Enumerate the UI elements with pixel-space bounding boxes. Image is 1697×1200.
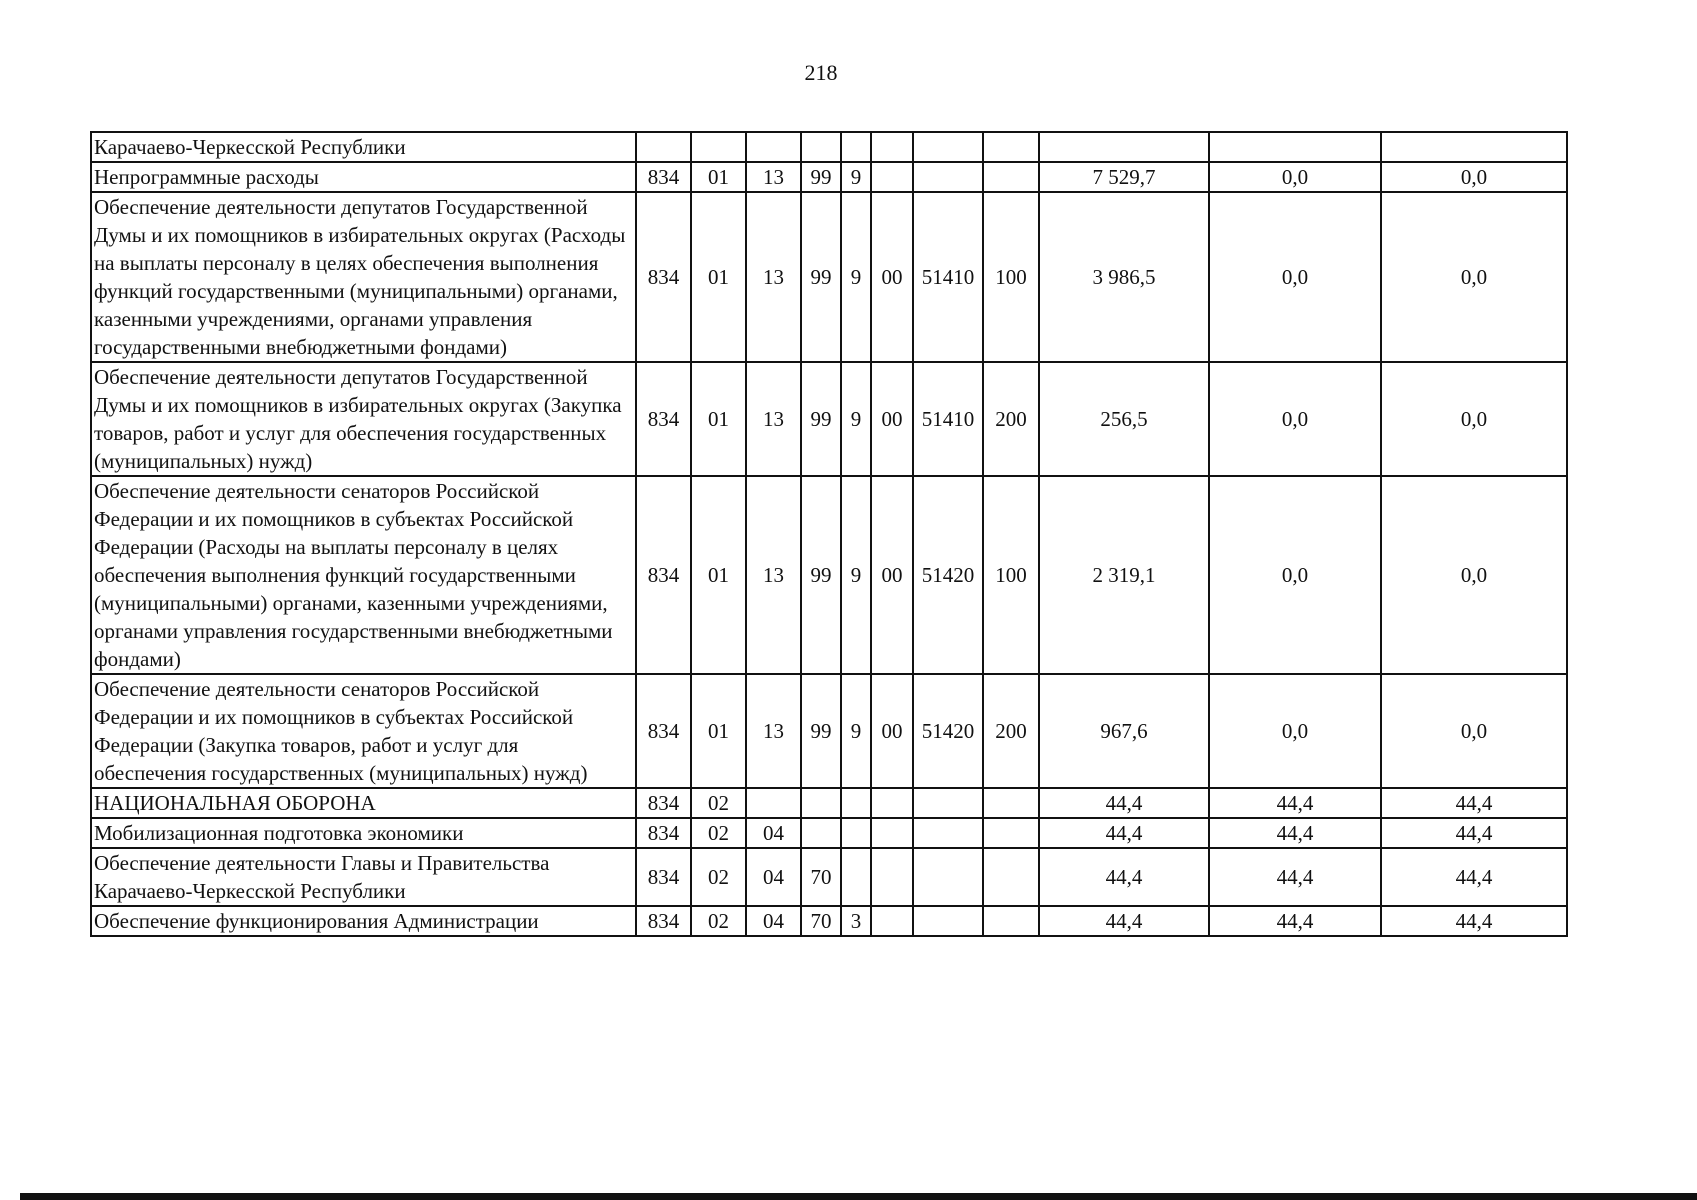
amount-year-3: 44,4: [1381, 848, 1567, 906]
table-row: [91, 848, 1567, 906]
amount-year-2: 44,4: [1209, 906, 1381, 936]
amount-year-1: 2 319,1: [1039, 476, 1209, 674]
amount-year-2: 0,0: [1209, 674, 1381, 788]
code-admin: 834: [636, 906, 691, 936]
code-target: 51410: [913, 192, 983, 362]
code-direction: [871, 132, 913, 162]
row-name: Карачаево-Черкесской Республики: [91, 132, 636, 162]
code-subsection: 04: [746, 818, 801, 848]
code-target: [913, 162, 983, 192]
amount-year-1: 44,4: [1039, 906, 1209, 936]
code-program: 70: [801, 906, 841, 936]
amount-year-3: [1381, 132, 1567, 162]
code-subsection: 13: [746, 362, 801, 476]
amount-year-1: 44,4: [1039, 788, 1209, 818]
row-name: Обеспечение функционирования Администрации: [91, 906, 636, 936]
code-subprogram: 9: [841, 476, 871, 674]
code-subprogram: [841, 788, 871, 818]
amount-year-3: 44,4: [1381, 788, 1567, 818]
code-subprogram: [841, 818, 871, 848]
row-name: Мобилизационная подготовка экономики: [91, 818, 636, 848]
row-name: Обеспечение деятельности депутатов Государственной Думы и их помощников в избирательных округах (Закупка товаров, работ и услуг для обеспечения государственных (муниципальных) нужд): [91, 362, 636, 476]
amount-year-3: 0,0: [1381, 674, 1567, 788]
table-row: [91, 788, 1567, 818]
code-direction: [871, 848, 913, 906]
amount-year-2: [1209, 132, 1381, 162]
code-admin: 834: [636, 788, 691, 818]
row-name: Обеспечение деятельности Главы и Правительства Карачаево-Черкесской Республики: [91, 848, 636, 906]
amount-year-2: 44,4: [1209, 788, 1381, 818]
code-target: [913, 132, 983, 162]
table-row: [91, 476, 1567, 674]
table-row: [91, 132, 1567, 162]
table-row: [91, 362, 1567, 476]
code-subsection: 13: [746, 674, 801, 788]
code-program: 99: [801, 476, 841, 674]
row-name: Обеспечение деятельности сенаторов Российской Федерации и их помощников в субъектах Российской Федерации (Закупка товаров, работ и услуг для обеспечения государственных (муниципальных) нужд): [91, 674, 636, 788]
code-expense-type: [983, 848, 1039, 906]
code-admin: 834: [636, 848, 691, 906]
code-program: [801, 818, 841, 848]
code-direction: [871, 162, 913, 192]
amount-year-1: 44,4: [1039, 848, 1209, 906]
code-program: 99: [801, 674, 841, 788]
code-section: 01: [691, 476, 746, 674]
code-target: [913, 848, 983, 906]
row-name: Обеспечение деятельности депутатов Государственной Думы и их помощников в избирательных округах (Расходы на выплаты персоналу в целях обеспечения выполнения функций государственными (муниципальными) органами, казенными учреждениями, органами управления государственными внебюджетными фондами): [91, 192, 636, 362]
amount-year-3: 0,0: [1381, 192, 1567, 362]
code-subsection: 13: [746, 476, 801, 674]
code-subsection: [746, 132, 801, 162]
code-expense-type: [983, 788, 1039, 818]
code-target: [913, 906, 983, 936]
row-name: Обеспечение деятельности сенаторов Российской Федерации и их помощников в субъектах Российской Федерации (Расходы на выплаты персоналу в целях обеспечения выполнения функций государственными (муниципальными) органами, казенными учреждениями, органами управления государственными внебюджетными фондами): [91, 476, 636, 674]
code-expense-type: 100: [983, 476, 1039, 674]
code-section: 01: [691, 192, 746, 362]
row-name: НАЦИОНАЛЬНАЯ ОБОРОНА: [91, 788, 636, 818]
amount-year-3: 44,4: [1381, 818, 1567, 848]
amount-year-2: 0,0: [1209, 476, 1381, 674]
bottom-scan-edge: [20, 1193, 1697, 1200]
amount-year-1: 3 986,5: [1039, 192, 1209, 362]
budget-table: [90, 131, 1568, 937]
code-expense-type: [983, 906, 1039, 936]
code-direction: [871, 788, 913, 818]
code-section: 02: [691, 818, 746, 848]
code-admin: 834: [636, 192, 691, 362]
amount-year-3: 0,0: [1381, 362, 1567, 476]
table-row: [91, 192, 1567, 362]
code-expense-type: [983, 132, 1039, 162]
code-target: 51410: [913, 362, 983, 476]
code-program: [801, 132, 841, 162]
amount-year-3: 44,4: [1381, 906, 1567, 936]
amount-year-2: 0,0: [1209, 192, 1381, 362]
code-program: 99: [801, 162, 841, 192]
amount-year-1: 44,4: [1039, 818, 1209, 848]
code-direction: 00: [871, 476, 913, 674]
amount-year-1: 967,6: [1039, 674, 1209, 788]
table-body: [91, 132, 1567, 936]
code-direction: [871, 906, 913, 936]
amount-year-3: 0,0: [1381, 476, 1567, 674]
code-section: 02: [691, 788, 746, 818]
code-expense-type: 200: [983, 674, 1039, 788]
amount-year-2: 0,0: [1209, 362, 1381, 476]
code-admin: [636, 132, 691, 162]
amount-year-1: [1039, 132, 1209, 162]
code-target: [913, 788, 983, 818]
row-name: Непрограммные расходы: [91, 162, 636, 192]
code-admin: 834: [636, 362, 691, 476]
code-target: [913, 818, 983, 848]
amount-year-1: 7 529,7: [1039, 162, 1209, 192]
code-section: 01: [691, 162, 746, 192]
code-subsection: 04: [746, 848, 801, 906]
code-expense-type: 200: [983, 362, 1039, 476]
code-subprogram: 9: [841, 192, 871, 362]
table-row: [91, 906, 1567, 936]
amount-year-2: 0,0: [1209, 162, 1381, 192]
code-expense-type: 100: [983, 192, 1039, 362]
code-admin: 834: [636, 162, 691, 192]
code-subprogram: 9: [841, 162, 871, 192]
amount-year-2: 44,4: [1209, 818, 1381, 848]
code-program: [801, 788, 841, 818]
code-subprogram: [841, 132, 871, 162]
code-direction: [871, 818, 913, 848]
code-subprogram: 3: [841, 906, 871, 936]
code-direction: 00: [871, 362, 913, 476]
code-subsection: 04: [746, 906, 801, 936]
code-admin: 834: [636, 674, 691, 788]
amount-year-2: 44,4: [1209, 848, 1381, 906]
code-subprogram: 9: [841, 362, 871, 476]
code-program: 99: [801, 192, 841, 362]
code-section: [691, 132, 746, 162]
code-section: 02: [691, 848, 746, 906]
code-direction: 00: [871, 192, 913, 362]
code-admin: 834: [636, 476, 691, 674]
table-row: [91, 162, 1567, 192]
code-subprogram: 9: [841, 674, 871, 788]
code-subprogram: [841, 848, 871, 906]
table-row: [91, 818, 1567, 848]
code-direction: 00: [871, 674, 913, 788]
code-subsection: 13: [746, 162, 801, 192]
amount-year-3: 0,0: [1381, 162, 1567, 192]
code-section: 01: [691, 674, 746, 788]
page-number: 218: [804, 60, 838, 85]
code-expense-type: [983, 818, 1039, 848]
code-subsection: 13: [746, 192, 801, 362]
code-section: 02: [691, 906, 746, 936]
code-section: 01: [691, 362, 746, 476]
code-target: 51420: [913, 674, 983, 788]
table-row: [91, 674, 1567, 788]
code-program: 99: [801, 362, 841, 476]
code-expense-type: [983, 162, 1039, 192]
amount-year-1: 256,5: [1039, 362, 1209, 476]
code-target: 51420: [913, 476, 983, 674]
code-subsection: [746, 788, 801, 818]
code-admin: 834: [636, 818, 691, 848]
code-program: 70: [801, 848, 841, 906]
